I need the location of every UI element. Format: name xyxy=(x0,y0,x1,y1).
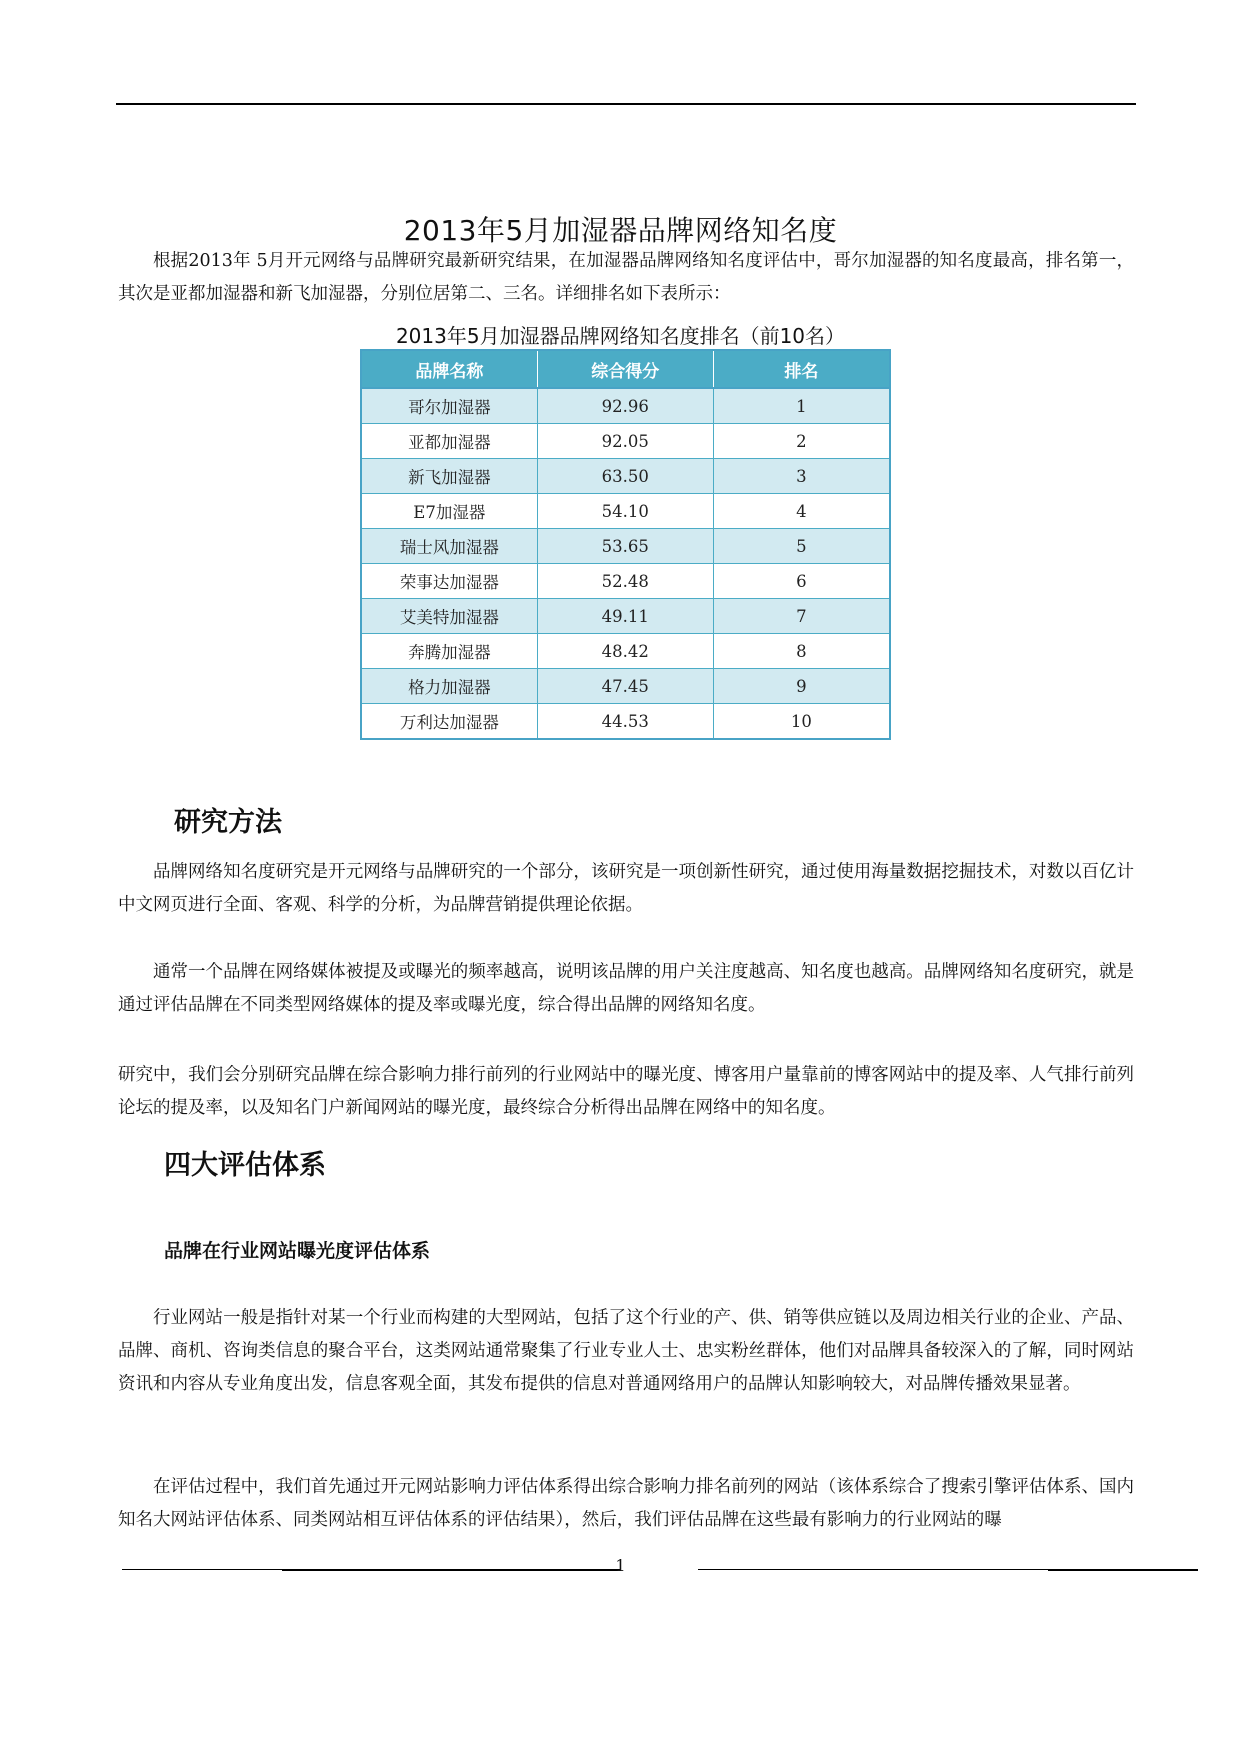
table-caption: 2013年5月加湿器品牌网络知名度排名（前10名） xyxy=(395,324,846,348)
brand-cell: 万利达加湿器 xyxy=(361,704,537,740)
section-heading-system: 四大评估体系 xyxy=(164,1150,326,1181)
score-cell: 49.11 xyxy=(537,599,713,634)
subsection-heading: 品牌在行业网站曝光度评估体系 xyxy=(164,1240,431,1262)
table-row xyxy=(361,704,890,740)
table-row xyxy=(361,669,890,704)
score-cell: 44.53 xyxy=(537,704,713,740)
page-title: 2013年5月加湿器品牌网络知名度 xyxy=(403,213,838,247)
rank-cell: 4 xyxy=(713,494,890,529)
score-cell: 54.10 xyxy=(537,494,713,529)
table-row xyxy=(361,494,890,529)
table-row xyxy=(361,459,890,494)
score-cell: 47.45 xyxy=(537,669,713,704)
section-heading-method: 研究方法 xyxy=(174,807,282,838)
table-row xyxy=(361,529,890,564)
score-cell: 52.48 xyxy=(537,564,713,599)
column-header-brand: 品牌名称 xyxy=(361,350,537,388)
score-cell: 48.42 xyxy=(537,634,713,669)
header-rule xyxy=(116,103,1136,105)
column-header-score: 综合得分 xyxy=(537,350,713,388)
rank-cell: 1 xyxy=(713,388,890,424)
score-cell: 92.05 xyxy=(537,424,713,459)
rank-cell: 7 xyxy=(713,599,890,634)
rank-cell: 8 xyxy=(713,634,890,669)
score-cell: 92.96 xyxy=(537,388,713,424)
brand-cell: 奔腾加湿器 xyxy=(361,634,537,669)
score-cell: 53.65 xyxy=(537,529,713,564)
rank-cell: 2 xyxy=(713,424,890,459)
brand-cell: 亚都加湿器 xyxy=(361,424,537,459)
rank-cell: 9 xyxy=(713,669,890,704)
column-header-rank: 排名 xyxy=(713,350,890,388)
score-cell: 63.50 xyxy=(537,459,713,494)
system-paragraph-1: 行业网站一般是指针对某一个行业而构建的大型网站，包括了这个行业的产、供、销等供应链以及周边相关行业的企业、产品、品牌、商机、咨询类信息的聚合平台，这类网站通常聚集了行业专业人士、忠实粉丝群体，他们对品牌具备较深入的了解，同时网站资讯和内容从专业角度出发，信息客观全面，其发布提供的信息对普通网络用户的品牌认知影响较大，对品牌传播效果显著。 xyxy=(118,1308,1134,1394)
brand-cell: 哥尔加湿器 xyxy=(361,388,537,424)
brand-cell: 荣事达加湿器 xyxy=(361,564,537,599)
table-row xyxy=(361,424,890,459)
ranking-table xyxy=(360,349,891,740)
footer-rule-right-thin xyxy=(698,1569,1048,1570)
table-row xyxy=(361,634,890,669)
table-row xyxy=(361,599,890,634)
method-paragraph-3: 研究中，我们会分别研究品牌在综合影响力排行前列的行业网站中的曝光度、博客用户量靠前的博客网站中的提及率、人气排行前列论坛的提及率，以及知名门户新闻网站的曝光度，最终综合分析得出品牌在网络中的知名度。 xyxy=(118,1065,1134,1118)
brand-cell: 瑞士风加湿器 xyxy=(361,529,537,564)
rank-cell: 3 xyxy=(713,459,890,494)
system-paragraph-2: 在评估过程中，我们首先通过开元网站影响力评估体系得出综合影响力排名前列的网站（该体系综合了搜索引擎评估体系、国内知名大网站评估体系、同类网站相互评估体系的评估结果），然后，我们评估品牌在这些最有影响力的行业网站的曝 xyxy=(118,1477,1134,1530)
method-paragraph-1: 品牌网络知名度研究是开元网络与品牌研究的一个部分，该研究是一项创新性研究，通过使用海量数据挖掘技术，对数以百亿计中文网页进行全面、客观、科学的分析，为品牌营销提供理论依据。 xyxy=(118,862,1134,915)
intro-paragraph: 根据2013年 5月开元网络与品牌研究最新研究结果，在加湿器品牌网络知名度评估中，哥尔加湿器的知名度最高，排名第一，其次是亚都加湿器和新飞加湿器，分别位居第二、三名。详细排名如下表所示： xyxy=(118,251,1134,304)
method-paragraph-2: 通常一个品牌在网络媒体被提及或曝光的频率越高，说明该品牌的用户关注度越高、知名度也越高。品牌网络知名度研究，就是通过评估品牌在不同类型网络媒体的提及率或曝光度，综合得出品牌的网络知名度。 xyxy=(118,962,1134,1015)
footer-rule-right xyxy=(1048,1569,1198,1571)
brand-cell: 格力加湿器 xyxy=(361,669,537,704)
table-header-row xyxy=(361,350,890,388)
table-row xyxy=(361,388,890,424)
rank-cell: 10 xyxy=(713,704,890,740)
rank-cell: 5 xyxy=(713,529,890,564)
rank-cell: 6 xyxy=(713,564,890,599)
brand-cell: 艾美特加湿器 xyxy=(361,599,537,634)
brand-cell: E7加湿器 xyxy=(361,494,537,529)
table-row xyxy=(361,564,890,599)
brand-cell: 新飞加湿器 xyxy=(361,459,537,494)
page-number: 1 xyxy=(615,1556,626,1575)
